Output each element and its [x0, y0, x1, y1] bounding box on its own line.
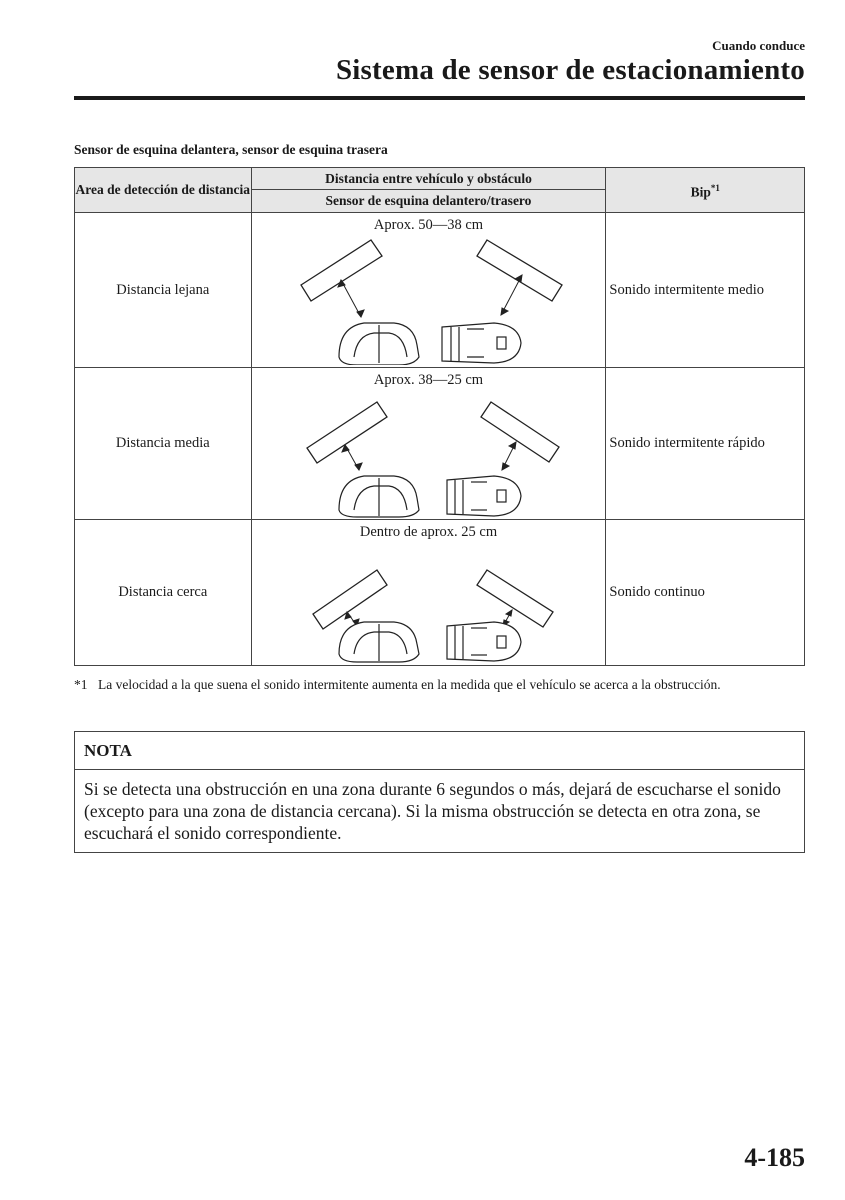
corner-sensor-diagram: [279, 235, 579, 365]
car-rear-view: [447, 622, 521, 661]
header-bip-footnote-ref: *1: [710, 182, 720, 193]
row-range: Aprox. 38―25 cm: [373, 372, 484, 388]
row-figure: [251, 213, 606, 368]
car-rear-view: [447, 476, 521, 516]
table-row: [75, 213, 805, 368]
table-row: [75, 520, 805, 666]
page-title: Sistema de sensor de estacionamiento: [335, 54, 805, 86]
car-front-view: [339, 323, 419, 365]
row-range: Dentro de aprox. 25 cm: [359, 524, 498, 540]
row-range: Aprox. 50―38 cm: [373, 217, 484, 233]
header-area: Area de detección de distancia: [75, 168, 252, 213]
car-front-view: [339, 476, 419, 517]
row-sound: Sonido intermitente medio: [606, 213, 805, 368]
row-sound: Sonido intermitente rápido: [606, 368, 805, 520]
note-box: [74, 731, 805, 853]
note-body: Si se detecta una obstrucción en una zona durante 6 segundos o más, dejará de escucharse el sonido (excepto para una zona de distancia cercana). Si la misma obstrucción se detecta en otra zona, se escuchará el sonido correspondiente.: [84, 779, 781, 843]
header-bip-label: Bip: [690, 184, 711, 200]
row-figure: [251, 368, 606, 520]
row-area: Distancia cerca: [75, 520, 252, 666]
corner-sensor-diagram: [279, 542, 579, 664]
note-heading: NOTA: [75, 732, 804, 770]
row-area: Distancia lejana: [75, 213, 252, 368]
footnote-mark: *1: [74, 677, 88, 692]
corner-sensor-diagram: [279, 390, 579, 518]
page-number: 4-185: [744, 1143, 805, 1172]
header-distance-group: Distancia entre vehículo y obstáculo: [251, 168, 606, 190]
row-area: Distancia media: [75, 368, 252, 520]
header-rule: [74, 96, 805, 100]
table-caption: Sensor de esquina delantera, sensor de esquina trasera: [74, 142, 388, 157]
car-rear-view: [442, 323, 521, 363]
header-distance-sub: Sensor de esquina delantero/trasero: [251, 190, 606, 213]
sensor-distance-table: [74, 167, 805, 666]
section-label: Cuando conduce: [712, 38, 805, 53]
row-sound: Sonido continuo: [606, 520, 805, 666]
car-front-view: [339, 622, 419, 662]
table-row: [75, 368, 805, 520]
row-figure: [251, 520, 606, 666]
footnote-text: La velocidad a la que suena el sonido intermitente aumenta en la medida que el vehículo se acerca a la obstrucción.: [98, 677, 721, 692]
header-bip: [606, 168, 805, 213]
